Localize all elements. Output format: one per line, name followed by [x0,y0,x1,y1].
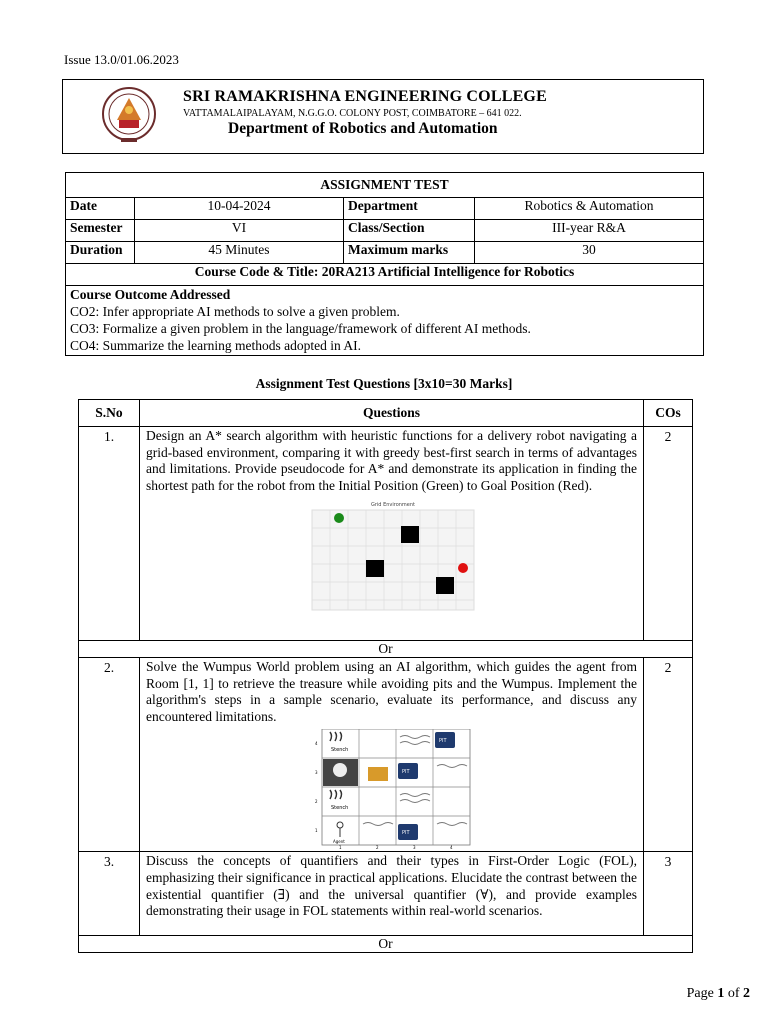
issue-number: Issue 13.0/01.06.2023 [64,52,179,67]
svg-text:3: 3 [413,845,416,850]
co2-text: CO2: Infer appropriate AI methods to solve a given problem. [70,304,400,319]
svg-text:Stench: Stench [331,747,349,754]
q3-co: 3 [644,852,693,936]
or-separator: Or [79,641,693,658]
svg-text:3: 3 [315,770,318,776]
class-value: III-year R&A [475,220,704,242]
co4-text: CO4: Summarize the learning methods adopted in AI. [70,338,361,353]
or-separator: Or [79,936,693,953]
duration-value: 45 Minutes [135,242,344,264]
q2-cell [140,658,644,852]
svg-text:Agent: Agent [333,839,345,845]
semester-value: VI [135,220,344,242]
grid-environment-svg [304,500,482,618]
class-label: Class/Section [344,220,475,242]
date-label: Date [66,198,135,220]
questions-table [78,399,693,953]
svg-text:1: 1 [315,828,318,834]
questions-header: Questions [140,400,644,427]
questions-title: Assignment Test Questions [3x10=30 Marks] [255,376,513,391]
date-value: 10-04-2024 [135,198,344,220]
obstacle [436,577,454,594]
svg-text:4: 4 [315,741,318,747]
sno-header: S.No [79,400,140,427]
duration-label: Duration [66,242,135,264]
q2-number: 2. [79,658,140,852]
page-prefix: Page [686,986,718,1001]
grid-title: Grid Environment [370,502,416,509]
max-marks-label: Maximum marks [344,242,475,264]
co3-text: CO3: Formalize a given problem in the language/framework of different AI methods. [70,321,531,336]
course-outcomes [66,286,704,356]
course-title: Course Code & Title: 20RA213 Artificial Intelligence for Robotics [66,264,704,286]
college-address: VATTAMALAIPALAYAM, N.G.G.O. COLONY POST, COIMBATORE – 641 022. [183,108,522,119]
q2-text: Solve the Wumpus World problem using an AI algorithm, which guides the agent from Room [1, 1] to retrieve the treasure while avoiding pits and the Wumpus. Implement the algorithm's steps in a sample scenario, evaluate its performance, and discuss any encountered limitations. [146,659,637,724]
department-name: Department of Robotics and Automation [228,120,498,137]
svg-text:2: 2 [315,799,318,805]
q1-number: 1. [79,427,140,641]
department-label: Department [344,198,475,220]
max-marks-value: 30 [475,242,704,264]
page-of: of [724,986,743,1001]
q3-number: 3. [79,852,140,936]
svg-text:PIT: PIT [402,830,410,837]
assignment-info-table [65,172,704,356]
q1-co: 2 [644,427,693,641]
department-value: Robotics & Automation [475,198,704,220]
cos-header: COs [644,400,693,427]
wumpus-world-figure [308,729,472,849]
college-logo-icon [101,86,157,144]
q1-cell [140,427,644,641]
q1-text: Design an A* search algorithm with heuristic functions for a delivery robot navigating a grid-based environment, comparing it with greedy best-first search in terms of advantages and limitations. Provide pseudocode for A* and demonstrate its application in finding the shortest path for the robot from the Initial Position (Green) to Goal Position (Red). [146,428,637,493]
svg-text:1: 1 [339,845,342,850]
college-name: SRI RAMAKRISHNA ENGINEERING COLLEGE [183,88,547,105]
start-position-green [334,513,344,523]
obstacle [366,560,384,577]
assignment-title: ASSIGNMENT TEST [66,173,704,198]
svg-text:4: 4 [450,845,453,850]
wumpus-grid-svg [308,729,472,849]
svg-text:2: 2 [376,845,379,850]
obstacle [401,526,419,543]
page-total: 2 [743,986,750,1001]
q3-text: Discuss the concepts of quantifiers and their types in First-Order Logic (FOL), emphasizing their significance in practical applications. Elucidate the contrast between the existential quantifier (∃) and the universal quantifier (∀), and provide examples demonstrating their usage in FOL statements within real-world scenarios. [140,852,644,936]
svg-text:PIT: PIT [439,738,447,745]
college-header [62,79,704,154]
course-outcome-heading: Course Outcome Addressed [70,287,231,302]
grid-environment-figure [304,500,482,618]
svg-text:PIT: PIT [402,769,410,776]
page-number [687,986,750,1002]
semester-label: Semester [66,220,135,242]
goal-position-red [458,563,468,573]
svg-text:Stench: Stench [331,805,349,812]
q2-co: 2 [644,658,693,852]
page-current: 1 [717,986,725,1001]
